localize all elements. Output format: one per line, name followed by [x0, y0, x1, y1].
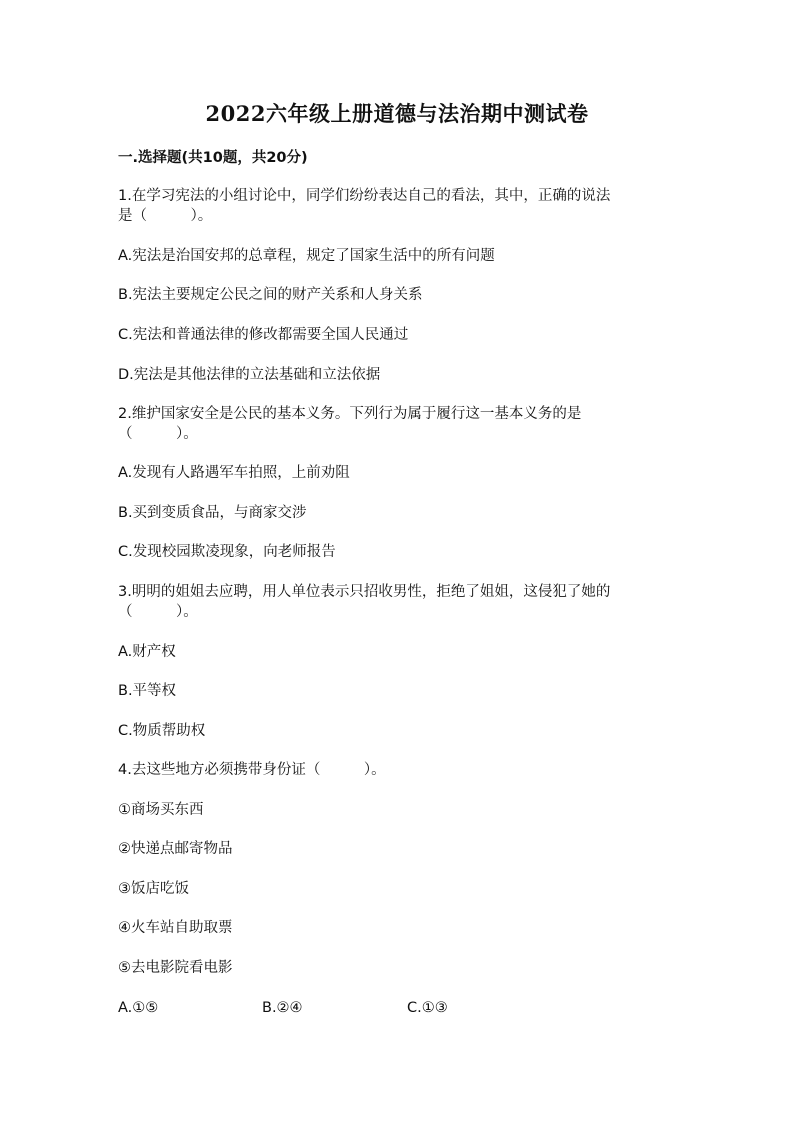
question-4-item-3: ③饭店吃饭 [118, 881, 189, 897]
question-1-option-b: B.宪法主要规定公民之间的财产关系和人身关系 [118, 287, 423, 303]
question-3-stem-line-2: （ ）。 [118, 604, 198, 620]
question-4-item-1: ①商场买东西 [118, 802, 204, 818]
question-4-item-5: ⑤去电影院看电影 [118, 960, 233, 976]
question-3-option-c: C.物质帮助权 [118, 723, 206, 739]
question-3-stem-line-1: 3.明明的姐姐去应聘，用人单位表示只招收男性，拒绝了姐姐，这侵犯了她的 [118, 584, 611, 600]
question-1-option-c: C.宪法和普通法律的修改都需要全国人民通过 [118, 327, 409, 343]
question-2-option-a: A.发现有人路遇军车拍照，上前劝阻 [118, 465, 350, 481]
question-4-option-b: B.②④ [262, 1000, 303, 1016]
question-3-option-b: B.平等权 [118, 683, 177, 699]
question-1-option-a: A.宪法是治国安邦的总章程，规定了国家生活中的所有问题 [118, 248, 495, 264]
question-4-item-2: ②快递点邮寄物品 [118, 841, 233, 857]
question-1-stem-line-1: 1.在学习宪法的小组讨论中，同学们纷纷表达自己的看法，其中，正确的说法 [118, 188, 611, 204]
question-1-option-d: D.宪法是其他法律的立法基础和立法依据 [118, 367, 381, 383]
question-4-stem: 4.去这些地方必须携带身份证（ ）。 [118, 762, 386, 778]
question-4-item-4: ④火车站自助取票 [118, 920, 233, 936]
question-1-stem-line-2: 是（ ）。 [118, 208, 213, 224]
exam-title: 2022六年级上册道德与法治期中测试卷 [205, 101, 589, 126]
question-2-stem-line-2: （ ）。 [118, 426, 198, 442]
question-4-option-a: A.①⑤ [118, 1000, 159, 1016]
question-3-option-a: A.财产权 [118, 644, 176, 660]
question-2-option-c: C.发现校园欺凌现象，向老师报告 [118, 544, 336, 560]
question-2-stem-line-1: 2.维护国家安全是公民的基本义务。下列行为属于履行这一基本义务的是 [118, 406, 582, 422]
question-2-option-b: B.买到变质食品，与商家交涉 [118, 505, 307, 521]
section-heading: 一.选择题(共10题，共20分) [118, 150, 308, 166]
question-4-option-c: C.①③ [407, 1000, 448, 1016]
